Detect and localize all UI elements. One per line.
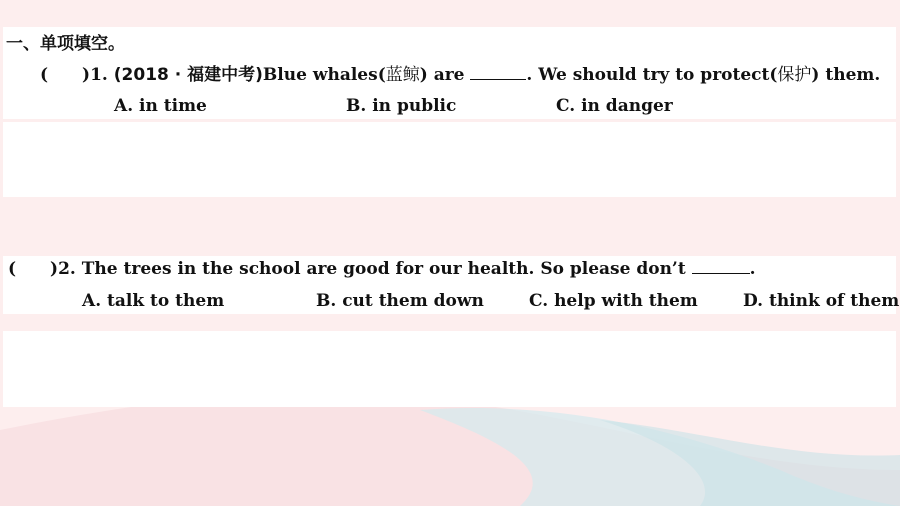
question-1-stem bbox=[40, 65, 880, 85]
answer-paren[interactable]: ( ) bbox=[40, 65, 91, 85]
option-b[interactable]: B. cut them down bbox=[316, 291, 484, 311]
stem-end: . We should try to protect( bbox=[526, 65, 778, 85]
question-number: 1. bbox=[90, 65, 108, 85]
question-2-stem bbox=[8, 259, 756, 279]
option-b[interactable]: B. in public bbox=[346, 96, 457, 116]
stem-mid: ) are bbox=[419, 65, 465, 85]
question-number: 2. bbox=[58, 259, 76, 279]
option-a[interactable]: A. talk to them bbox=[82, 291, 225, 311]
answer-1-area bbox=[3, 122, 896, 197]
gloss-blue-whale: 蓝鲸 bbox=[385, 65, 420, 85]
option-c[interactable]: C. help with them bbox=[529, 291, 698, 311]
section-heading: 一、单项填空。 bbox=[6, 34, 125, 54]
stem-tail: ) them. bbox=[811, 65, 881, 85]
stem-start: The trees in the school are good for our health. So please don’t bbox=[81, 259, 686, 279]
stem-end: . bbox=[749, 259, 756, 279]
option-a[interactable]: A. in time bbox=[114, 96, 207, 116]
option-d[interactable]: D. think of them bbox=[743, 291, 900, 311]
answer-blank[interactable] bbox=[470, 65, 526, 80]
gloss-protect: 保护 bbox=[777, 65, 812, 85]
option-c[interactable]: C. in danger bbox=[556, 96, 673, 116]
answer-2-area bbox=[3, 331, 896, 407]
answer-blank[interactable] bbox=[692, 259, 750, 274]
stem-start: Blue whales( bbox=[262, 65, 386, 85]
answer-paren[interactable]: ( ) bbox=[8, 259, 59, 279]
question-source: (2018 · 福建中考) bbox=[113, 65, 263, 85]
